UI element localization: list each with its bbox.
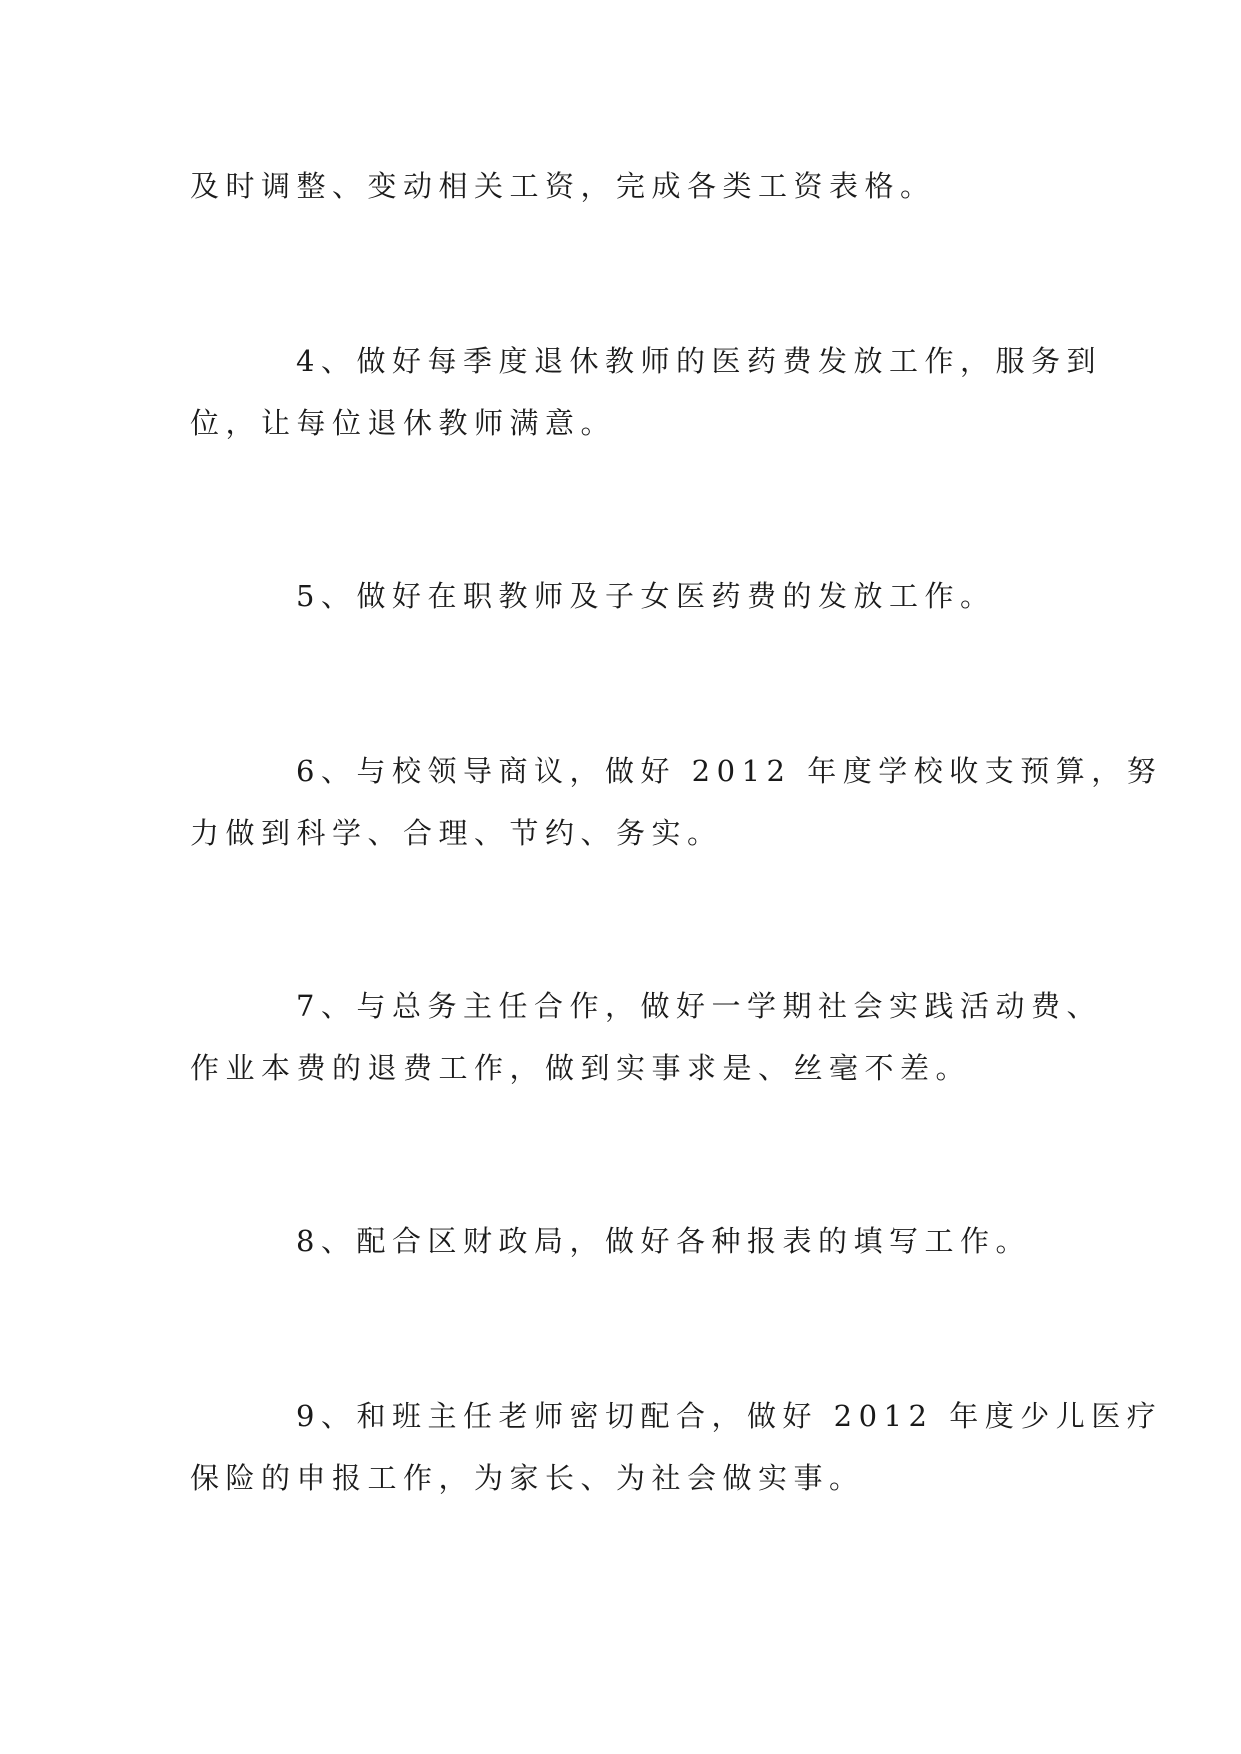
paragraph-line: 6、与校领导商议，做好 2012 年度学校收支预算，努 bbox=[296, 754, 1163, 788]
paragraph-line: 位，让每位退休教师满意。 bbox=[190, 406, 617, 440]
paragraph-line: 9、和班主任老师密切配合，做好 2012 年度少儿医疗 bbox=[296, 1399, 1163, 1433]
paragraph-item-9 bbox=[190, 1385, 1163, 1509]
paragraph-line: 保险的申报工作，为家长、为社会做实事。 bbox=[190, 1461, 865, 1495]
paragraph-item-5 bbox=[190, 565, 1060, 627]
paragraph-line: 及时调整、变动相关工资，完成各类工资表格。 bbox=[190, 169, 936, 203]
paragraph-item-6 bbox=[190, 740, 1163, 864]
paragraph-line: 作业本费的退费工作，做到实事求是、丝毫不差。 bbox=[190, 1051, 972, 1085]
paragraph-line: 7、与总务主任合作，做好一学期社会实践活动费、 bbox=[296, 989, 1102, 1023]
paragraph-line: 5、做好在职教师及子女医药费的发放工作。 bbox=[296, 579, 996, 613]
paragraph-line: 力做到科学、合理、节约、务实。 bbox=[190, 816, 723, 850]
paragraph-item-4 bbox=[190, 330, 1102, 454]
paragraph-line: 8、配合区财政局，做好各种报表的填写工作。 bbox=[296, 1224, 1031, 1258]
paragraph-item-8 bbox=[190, 1210, 1060, 1272]
paragraph-line: 4、做好每季度退休教师的医药费发放工作，服务到 bbox=[296, 344, 1102, 378]
paragraph-item-7 bbox=[190, 975, 1102, 1099]
paragraph-salary-tables bbox=[190, 155, 1060, 217]
